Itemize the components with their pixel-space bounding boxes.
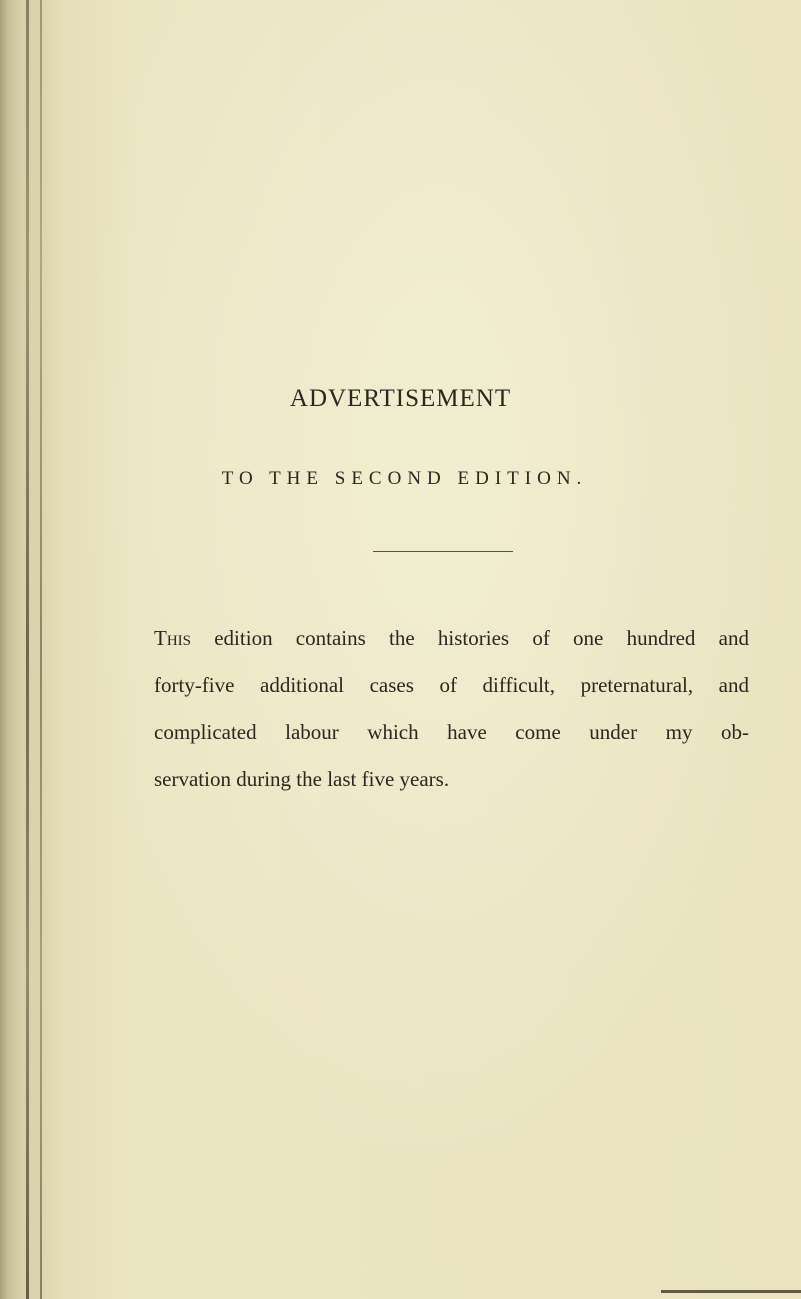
lead-word: This	[154, 626, 191, 650]
binding-shadow-line	[26, 0, 29, 1299]
page-binding-edge	[0, 0, 62, 1299]
binding-shadow-line	[40, 0, 42, 1299]
paragraph-line	[154, 615, 749, 662]
page-edge-shadow	[661, 1290, 801, 1293]
paragraph-line: complicated labour which have come under my ob-	[154, 720, 749, 744]
paragraph-line: servation during the last five years.	[154, 767, 450, 791]
section-divider	[373, 551, 513, 552]
paragraph-line-text: edition contains the histories of one hundred and	[191, 626, 749, 650]
page-title: ADVERTISEMENT	[289, 385, 512, 412]
page-subtitle: TO THE SECOND EDITION.	[221, 468, 588, 489]
paragraph-line: forty-five additional cases of difficult, preternatural, and	[154, 673, 749, 697]
body-paragraph	[154, 615, 749, 803]
